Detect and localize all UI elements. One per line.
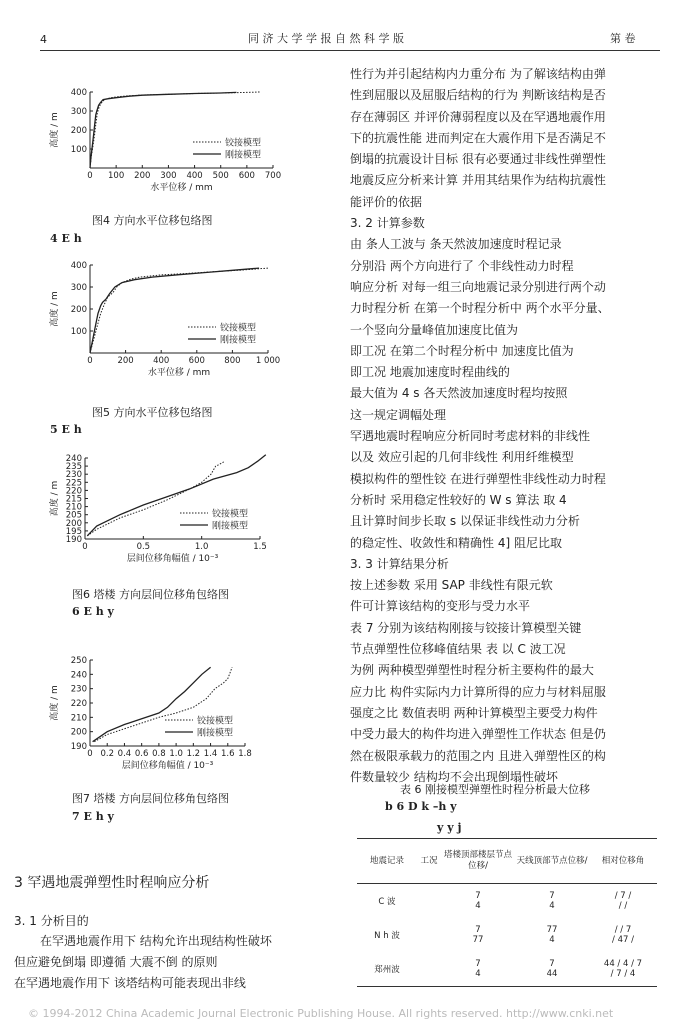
table-cell: 44 / 4 / 7 / 7 / 4	[589, 952, 657, 987]
text-line: 件可计算该结构的变形与受力水平	[350, 599, 531, 614]
subsection-heading: 3. 2 计算参数	[350, 216, 425, 231]
text-line: 存在薄弱区 并评价薄弱程度以及在罕遇地震作用	[350, 109, 606, 124]
x-tick-label: 1.2	[186, 749, 201, 759]
text-line: 下的抗震性能 进而判定在大震作用下是否满足不	[350, 130, 606, 145]
series-line-rigid	[90, 92, 236, 168]
figure-7-caption: 图7 塔楼 方向层间位移角包络图	[72, 792, 229, 805]
text-line: 节点弹塑性位移峰值结果 表 以 C 波工况	[350, 642, 566, 657]
text-line: 能评价的依据	[350, 194, 423, 209]
right-column-text	[350, 64, 610, 788]
text-line: 件数量较少 结构均不会出现倒塌性破坏	[350, 769, 558, 784]
legend-label: 铰接模型	[225, 138, 262, 149]
y-tick-label: 200	[65, 518, 82, 529]
y-tick-label: 300	[70, 107, 87, 117]
text-line: 分别沿 两个方向进行了 个非线性动力时程	[350, 258, 574, 273]
series-line-rigid	[93, 667, 211, 742]
x-tick-label: 1.8	[238, 749, 252, 759]
text-line: 最大值为 4 s 各天然波加速度时程均按照	[350, 386, 568, 401]
table-cell: / / 7 / 47 /	[612, 925, 634, 945]
table-cell: C 波	[378, 897, 396, 907]
y-tick-label: 200	[70, 305, 87, 315]
table-6	[357, 838, 657, 987]
y-tick-label: 400	[70, 88, 87, 98]
text-line: 以及 效应引起的几何非线性 利用纤维模型	[350, 450, 574, 465]
volume-label: 第 卷	[610, 32, 636, 45]
y-axis-label: 高度 / m	[50, 480, 60, 517]
text-line: 中受力最大的构件均进入弹塑性工作状态 但是仍	[350, 727, 606, 742]
col-header: 相对位移角	[589, 839, 657, 884]
text-line: 即工况 在第二个时程分析中 加速度比值为	[350, 343, 574, 358]
text-line: 一个竖向分量峰值加速度比值为	[350, 322, 519, 337]
text-line: 倒塌的抗震设计目标 很有必要通过非线性弹塑性	[350, 152, 606, 167]
x-tick-label: 0.4	[117, 749, 132, 759]
table-cell: 7 4	[475, 891, 481, 911]
x-tick-label: 600	[188, 356, 205, 366]
text-line: 罕遇地震时程响应分析同时考虑材料的非线性	[350, 429, 591, 444]
legend-label: 铰接模型	[197, 716, 234, 727]
y-tick-label: 205	[65, 510, 82, 521]
y-tick-label: 225	[65, 478, 82, 489]
x-tick-label: 700	[264, 171, 282, 181]
section-3-1-body	[40, 931, 272, 952]
x-tick-label: 0.2	[100, 749, 114, 759]
y-tick-label: 220	[70, 699, 87, 709]
legend-label: 刚接模型	[225, 150, 262, 161]
y-tick-label: 190	[70, 742, 87, 752]
table-cell: 7 4	[441, 952, 515, 987]
table-row	[357, 918, 657, 952]
y-axis-label: 高度 / m	[50, 291, 60, 327]
text-line: 然在极限承载力的范围之内 且进入弹塑性区的构	[350, 748, 606, 763]
x-axis-label: 水平位移 / mm	[150, 183, 213, 193]
x-tick-label: 1.5	[253, 542, 267, 552]
text-line: 在罕遇地震作用下 结构允许出现结构性破坏	[40, 934, 272, 948]
table-cell	[417, 884, 441, 919]
page-number: 4	[40, 33, 47, 46]
text-line: 模拟构件的塑性铰 在进行弹塑性非线性动力时程	[350, 471, 606, 486]
y-tick-label: 100	[70, 145, 87, 155]
col-header: 工况	[417, 839, 441, 884]
figure-6-caption: 图6 塔楼 方向层间位移角包络图	[72, 588, 229, 601]
x-tick-label: 0.5	[136, 542, 151, 552]
x-tick-label: 400	[153, 356, 170, 366]
x-tick-label: 1.0	[169, 749, 183, 759]
figure-5-caption: 图5 方向水平位移包络图	[92, 406, 213, 419]
x-axis-label: 层间位移角幅值 / 10⁻³	[121, 761, 214, 771]
table-row	[357, 952, 657, 987]
text-line: 分析时 采用稳定性较好的 W s 算法 取 4	[350, 492, 567, 507]
x-tick-label: 0	[87, 171, 93, 181]
text-line: 表 7 分别为该结构刚接与铰接计算模型关键	[350, 620, 582, 635]
x-tick-label: 400	[186, 171, 203, 181]
x-tick-label: 0	[87, 749, 93, 759]
x-tick-label: 600	[238, 171, 255, 181]
y-tick-label: 210	[65, 502, 82, 513]
y-tick-label: 190	[65, 535, 82, 545]
text-line: 且计算时间步长取 s 以保证非线性动力分析	[350, 514, 580, 529]
text-line: 响应分析 对每一组三向地震记录分别进行两个动	[350, 279, 606, 294]
header-rule	[40, 50, 660, 51]
table-cell: N h 波	[374, 931, 400, 941]
y-tick-label: 230	[65, 470, 82, 481]
y-tick-label: 215	[65, 494, 82, 505]
text-line: 地震反应分析来计算 并用其结果作为结构抗震性	[350, 173, 606, 188]
text-line: 按上述参数 采用 SAP 非线性有限元软	[350, 578, 553, 593]
figure-7-caption-en: 7 E h y	[72, 810, 114, 823]
legend-label: 刚接模型	[220, 335, 257, 346]
figure-6-caption-en: 6 E h y	[72, 605, 114, 618]
table-cell: 7 77	[472, 925, 484, 945]
y-tick-label: 200	[70, 727, 87, 738]
y-tick-label: 400	[70, 261, 87, 271]
text-line: 即工况 地震加速度时程曲线的	[350, 365, 510, 380]
table-cell: 77 4	[546, 925, 558, 945]
table-header-row	[357, 839, 657, 884]
section-3-heading: 3 罕遇地震弹塑性时程响应分析	[14, 875, 210, 891]
table-cell	[417, 952, 441, 987]
y-tick-label: 235	[65, 462, 82, 473]
x-axis-label: 层间位移角幅值 / 10⁻³	[126, 554, 219, 564]
y-tick-label: 230	[70, 684, 87, 695]
text-line: 但应避免倒塌 即遵循 大震不倒 的原则	[14, 955, 218, 969]
text-line: 由 条人工波与 条天然波加速度时程记录	[350, 237, 562, 252]
figure-5-caption-en: 5 E h	[50, 423, 82, 436]
text-line: 强度之比 数值表明 两种计算模型主要受力构件	[350, 705, 598, 720]
x-tick-label: 1.6	[221, 749, 235, 759]
table-row	[357, 884, 657, 919]
text-line: 这一规定调幅处理	[350, 407, 447, 422]
y-tick-label: 220	[65, 486, 82, 497]
y-tick-label: 100	[70, 327, 87, 337]
figure-6-chart	[45, 450, 285, 578]
legend-label: 铰接模型	[220, 323, 257, 334]
y-tick-label: 300	[70, 283, 87, 293]
y-axis-label: 高度 / m	[50, 112, 60, 148]
figure-4-caption: 图4 方向水平位移包络图	[92, 214, 213, 227]
table-6-caption-en-2: y y j	[437, 821, 462, 834]
text-line: 应力比 构件实际内力计算所得的应力与材料屈服	[350, 684, 606, 699]
copyright-footer: © 1994-2012 China Academic Journal Electronic Publishing House. All rights reserved. http://www.cnki.net	[28, 1007, 614, 1020]
figure-7-chart	[45, 655, 285, 780]
table-cell: 7 44	[515, 952, 589, 987]
x-tick-label: 0	[87, 356, 93, 366]
legend-label: 铰接模型	[212, 509, 249, 520]
table-6-caption: 表 6 刚接模型弹塑性时程分析最大位移	[400, 783, 590, 796]
x-tick-label: 0	[82, 542, 88, 552]
x-tick-label: 500	[212, 171, 229, 181]
text-line: 在罕遇地震作用下 该塔结构可能表现出非线	[14, 976, 246, 991]
section-3-1-body-cont	[14, 952, 246, 995]
y-tick-label: 240	[65, 454, 82, 464]
x-tick-label: 200	[117, 356, 134, 366]
x-tick-label: 1.0	[194, 542, 209, 552]
figure-4-caption-en: 4 E h	[50, 232, 82, 245]
col-header: 地震记录	[357, 839, 417, 884]
col-header: 塔楼顶部楼层节点位移/	[441, 839, 515, 884]
text-line: 为例 两种模型弹塑性时程分析主要构件的最大	[350, 663, 594, 678]
table-cell	[417, 918, 441, 952]
y-axis-label: 高度 / m	[50, 685, 60, 721]
table-cell: / 7 / / /	[614, 891, 632, 911]
legend-label: 刚接模型	[212, 521, 249, 532]
x-tick-label: 1 000	[255, 356, 281, 366]
subsection-heading: 3. 3 计算结果分析	[350, 556, 449, 571]
section-3-1-heading: 3. 1 分析目的	[14, 914, 89, 928]
figure-4-chart	[45, 80, 285, 195]
y-tick-label: 240	[70, 670, 87, 681]
table-6-caption-en: b 6 D k –h y	[385, 800, 457, 813]
figure-5-chart	[45, 257, 285, 387]
table-cell: 7 4	[549, 891, 555, 911]
text-line: 性到屈服以及屈服后结构的行为 判断该结构是否	[350, 88, 606, 103]
x-tick-label: 100	[108, 171, 125, 181]
text-line: 的稳定性、收敛性和精确性 4] 阻尼比取	[350, 535, 562, 550]
x-tick-label: 1.4	[203, 749, 218, 759]
journal-title: 同 济 大 学 学 报 自 然 科 学 版	[248, 32, 404, 45]
table-cell: 郑州波	[357, 952, 417, 987]
y-tick-label: 200	[70, 126, 87, 136]
x-tick-label: 0.6	[134, 749, 149, 759]
x-axis-label: 水平位移 / mm	[147, 368, 211, 378]
x-tick-label: 200	[134, 171, 151, 181]
x-tick-label: 0.8	[152, 749, 166, 759]
y-tick-label: 195	[65, 526, 82, 537]
text-line: 力时程分析 在第一个时程分析中 两个水平分量、	[350, 301, 610, 316]
text-line: 性行为并引起结构内力重分布 为了解该结构由弹	[350, 67, 606, 81]
x-tick-label: 300	[160, 171, 177, 181]
legend-label: 刚接模型	[197, 728, 234, 739]
col-header: 天线顶部节点位移/	[515, 839, 589, 884]
y-tick-label: 210	[70, 713, 87, 724]
x-tick-label: 800	[224, 356, 241, 366]
y-tick-label: 250	[70, 656, 87, 666]
